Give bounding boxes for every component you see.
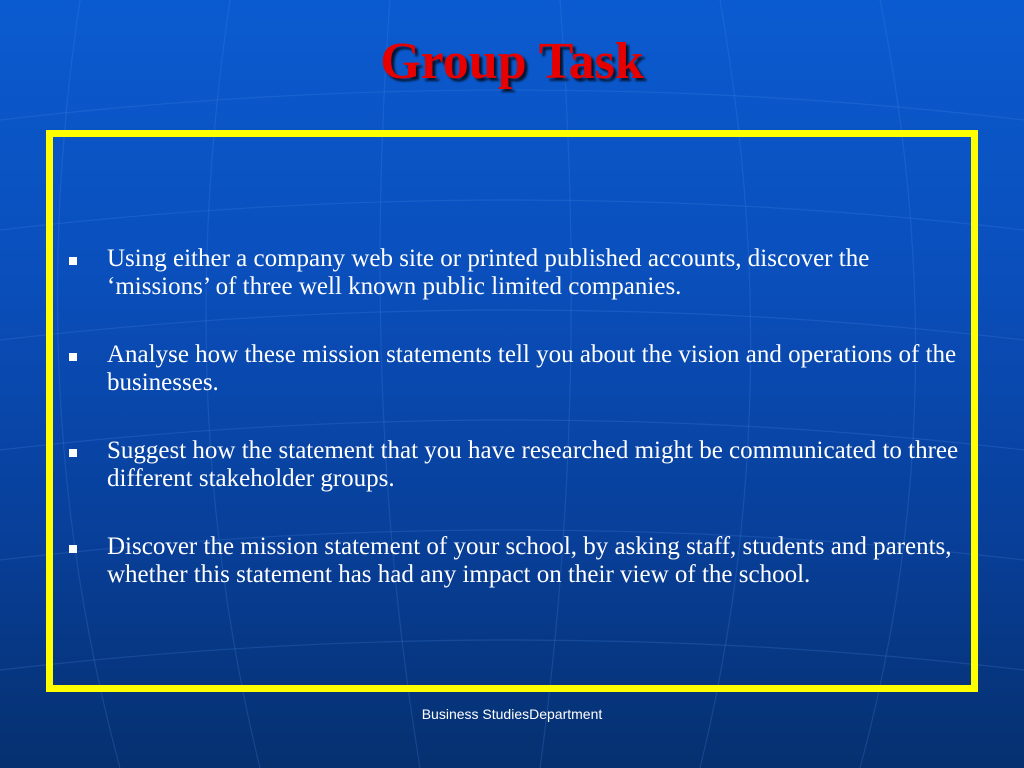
square-bullet-icon: [69, 353, 77, 361]
list-item: [67, 437, 962, 493]
bullet-text: Discover the mission statement of your school, by asking staff, students and parents, whether this statement has had any impact on their view of the school.: [107, 533, 952, 588]
bullet-text: Analyse how these mission statements tell you about the vision and operations of the businesses.: [107, 341, 957, 396]
square-bullet-icon: [69, 545, 77, 553]
list-item: [67, 245, 962, 301]
task-content-box: [46, 130, 978, 692]
square-bullet-icon: [69, 449, 77, 457]
square-bullet-icon: [69, 257, 77, 265]
bullet-text: Suggest how the statement that you have researched might be communicated to three different stakeholder groups.: [107, 437, 959, 492]
list-item: [67, 533, 962, 589]
bullet-text: Using either a company web site or printed published accounts, discover the ‘missions’ of three well known public limited companies.: [107, 245, 870, 300]
list-item: [67, 341, 962, 397]
slide-footer: Business StudiesDepartment: [421, 706, 603, 722]
slide-title: Group Task: [380, 33, 644, 90]
task-bullet-list: [67, 245, 962, 629]
